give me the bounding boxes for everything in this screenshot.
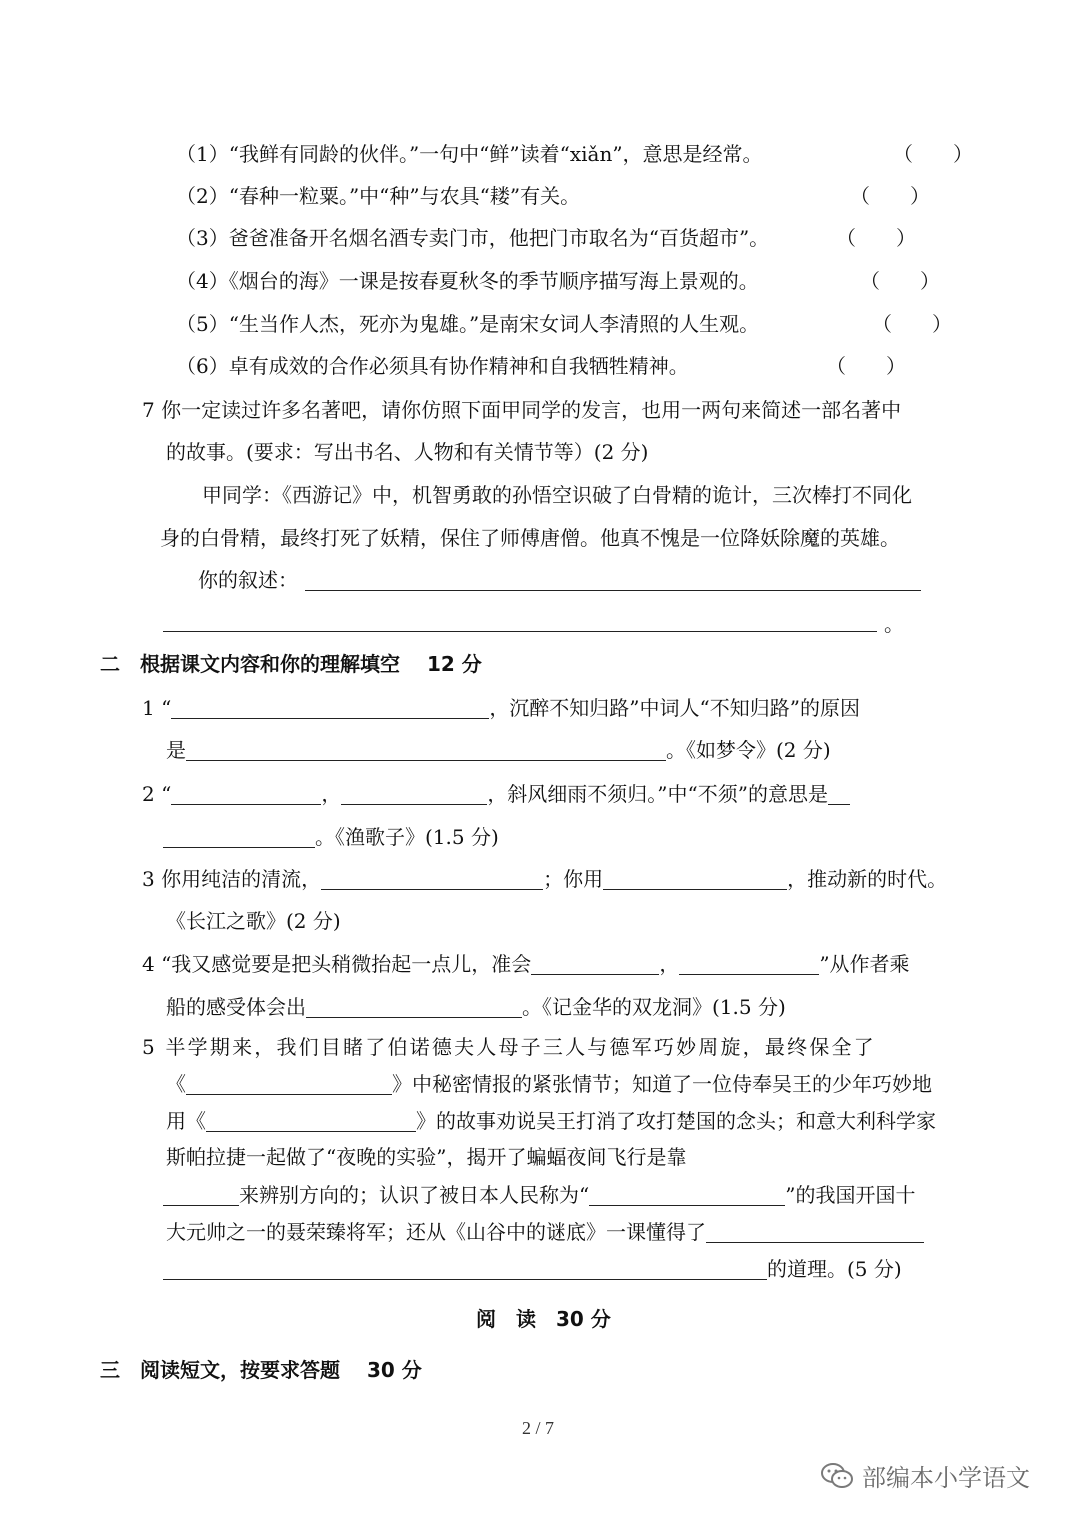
s2-q3-line2: 《长江之歌》(2 分) [166, 909, 341, 933]
judge-paren-3: （ ） [836, 226, 916, 250]
page-number: 2 / 7 [522, 1418, 555, 1438]
q7-line2: 的故事。(要求：写出书名、人物和有关情节等）(2 分) [166, 440, 649, 464]
s2-q1-blank-1[interactable] [171, 698, 489, 719]
s2-q1-line1: 1 “ ，沉醉不知归路”中词人“不知归路”的原因 [142, 696, 860, 720]
wechat-icon [820, 1462, 854, 1490]
s2-q2-blank-2[interactable] [341, 784, 487, 805]
judge-item-2: （2）“春种一粒粟。”中“种”与农具“耧”有关。 [176, 184, 581, 208]
judge-paren-5: （ ） [872, 312, 952, 336]
q7-example-line2: 身的白骨精，最终打死了妖精，保住了师傅唐僧。他真不愧是一位降妖除魔的英雄。 [160, 526, 900, 550]
q7-line1: 7 你一定读过许多名著吧，请你仿照下面甲同学的发言，也用一两句来简述一部名著中 [142, 398, 902, 422]
q7-end-mark: 。 [884, 612, 904, 636]
judge-paren-1: （ ） [893, 142, 973, 166]
s2-q5-line4: 斯帕拉捷一起做了“夜晚的实验”，揭开了蝙蝠夜间飞行是靠 [166, 1145, 687, 1169]
s2-q5-line7: 的道理。(5 分) [163, 1256, 902, 1282]
watermark [820, 1458, 1030, 1493]
s2-q5-line6: 大元帅之一的聂荣臻将军；还从《山谷中的谜底》一课懂得了 [166, 1219, 924, 1245]
s2-q5-line1: 5 半学期来，我们目睹了伯诺德夫人母子三人与德军巧妙周旋，最终保全了 [142, 1035, 876, 1059]
s2-q4-line2: 船的感受体会出 。《记金华的双龙洞》(1.5 分) [166, 995, 786, 1019]
reading-title: 阅 读 30 分 [476, 1307, 611, 1331]
s2-q5-blank-5[interactable] [706, 1222, 924, 1243]
s2-q5-line5: 来辨别方向的；认识了被日本人民称为“ ”的我国开国十 [163, 1182, 915, 1208]
s2-q1-line2: 是 。《如梦令》(2 分) [166, 738, 831, 762]
s2-q5-blank-6[interactable] [163, 1259, 767, 1280]
s2-q2-line1: 2 “ ， ，斜风细雨不须归。”中“不须”的意思是 [142, 781, 850, 807]
s2-q3-blank-2[interactable] [603, 869, 787, 890]
s2-q2-blank-1[interactable] [171, 784, 321, 805]
q7-your-label: 你的叙述： [198, 568, 298, 592]
section3-title: 三 阅读短文，按要求答题 30 分 [100, 1358, 422, 1382]
s2-q4-blank-1[interactable] [531, 954, 659, 975]
judge-paren-2: （ ） [850, 184, 930, 208]
s2-q5-line2: 《 》中秘密情报的紧张情节；知道了一位侍奉吴王的少年巧妙地 [166, 1072, 932, 1096]
s2-q5-blank-2[interactable] [206, 1111, 416, 1132]
judge-item-1: （1）“我鲜有同龄的伙伴。”一句中“鲜”读着“xiǎn”，意思是经常。 [176, 142, 763, 166]
q7-example-line1: 甲同学：《西游记》中，机智勇敢的孙悟空识破了白骨精的诡计，三次棒打不同化 [202, 483, 912, 507]
s2-q5-line3: 用《 》的故事劝说吴王打消了攻打楚国的念头；和意大利科学家 [166, 1109, 936, 1133]
judge-paren-6: （ ） [826, 354, 906, 378]
q7-answer-line-2[interactable] [163, 631, 877, 632]
s2-q1-blank-2[interactable] [186, 740, 666, 761]
s2-q4-blank-2[interactable] [679, 954, 819, 975]
s2-q2-blank-4[interactable] [163, 827, 315, 848]
section2-title: 二 根据课文内容和你的理解填空 12 分 [100, 652, 482, 676]
judge-item-5: （5）“生当作人杰，死亦为鬼雄。”是南宋女词人李清照的人生观。 [176, 312, 760, 336]
judge-item-3: （3）爸爸准备开名烟名酒专卖门市，他把门市取名为“百货超市”。 [176, 226, 770, 250]
s2-q2-line2: 。《渔歌子》(1.5 分) [163, 824, 499, 850]
s2-q4-line1: 4 “我又感觉要是把头稍微抬起一点儿，准会 ， ”从作者乘 [142, 952, 910, 976]
q7-answer-line-1[interactable] [305, 590, 921, 591]
watermark-text: 部编本小学语文 [862, 1464, 1030, 1492]
s2-q3-line1: 3 你用纯洁的清流， ；你用 ，推动新的时代。 [142, 867, 948, 891]
s2-q3-blank-1[interactable] [321, 869, 543, 890]
judge-item-4: （4）《烟台的海》一课是按春夏秋冬的季节顺序描写海上景观的。 [176, 269, 759, 293]
s2-q5-blank-1[interactable] [186, 1074, 392, 1095]
judge-paren-4: （ ） [860, 269, 940, 293]
s2-q5-blank-3[interactable] [163, 1185, 239, 1206]
judge-item-6: （6）卓有成效的合作必须具有协作精神和自我牺牲精神。 [176, 354, 689, 378]
s2-q4-blank-3[interactable] [306, 997, 522, 1018]
s2-q2-blank-3[interactable] [828, 784, 850, 805]
s2-q5-blank-4[interactable] [589, 1185, 785, 1206]
